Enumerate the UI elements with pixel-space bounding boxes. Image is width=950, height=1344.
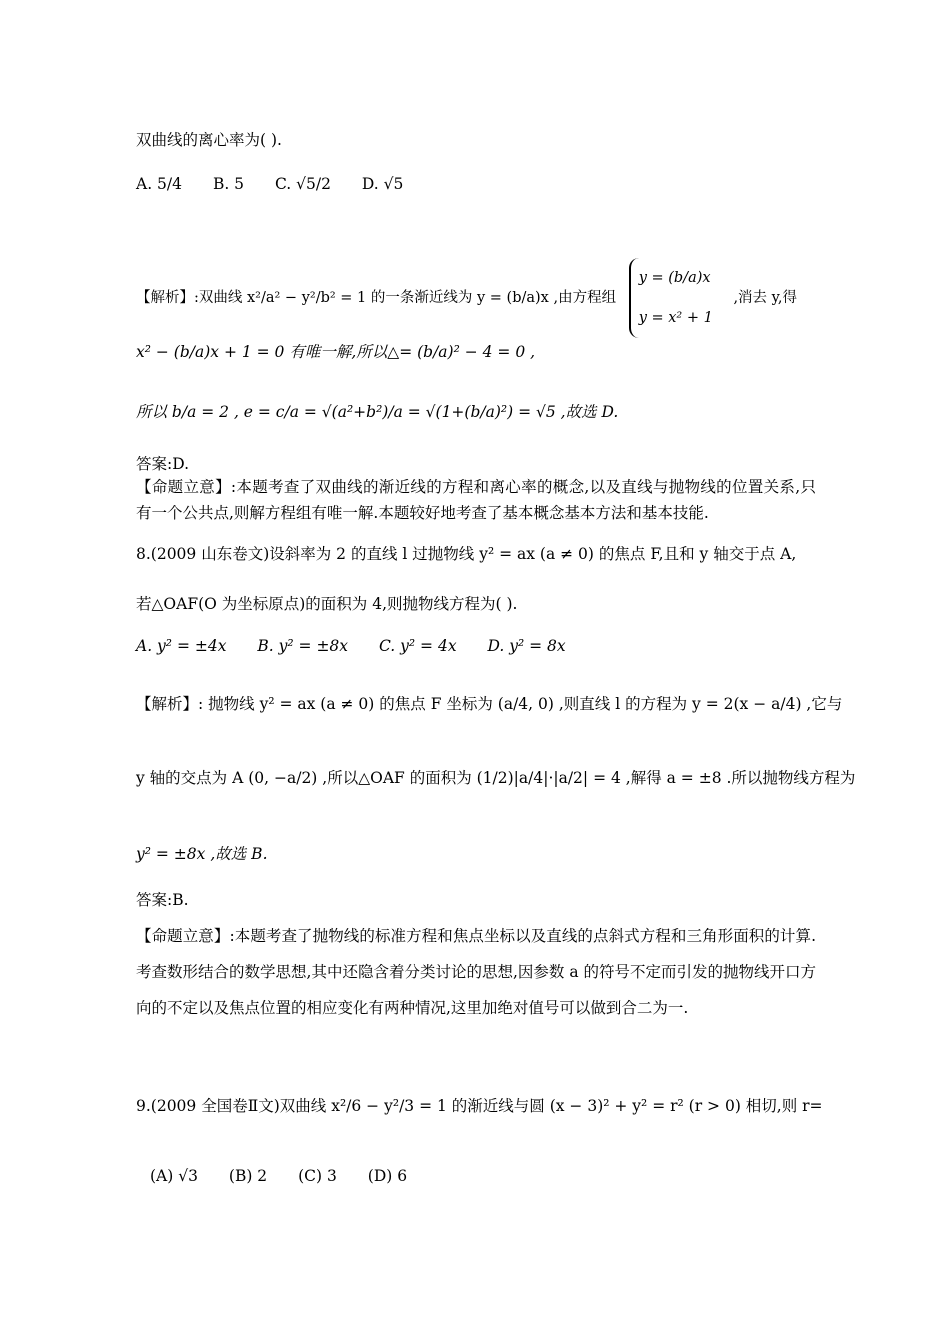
q7-option-a: A. 5/4 bbox=[136, 175, 182, 193]
q7-option-b: B. 5 bbox=[212, 175, 245, 193]
equation-system bbox=[629, 258, 721, 338]
q7-analysis-tail: ,消去 y,得 bbox=[733, 290, 798, 306]
q8-options bbox=[136, 634, 816, 658]
q8-stem-line2: 若△OAF(O 为坐标原点)的面积为 4,则抛物线方程为( ). bbox=[136, 595, 518, 613]
q7-option-c: C. √5/2 bbox=[274, 175, 331, 193]
q9-option-c: (C) 3 bbox=[298, 1167, 337, 1185]
q8-intent: 【命题立意】:本题考查了抛物线的标准方程和焦点坐标以及直线的点斜式方程和三角形面积的计算.考查数形结合的数学思想,其中还隐含着分类讨论的思想,因参数 a 的符号不定而引发的抛物线开口方向的不定以及焦点位置的相应变化有两种情况,这里加绝对值号可以做到合二为一. bbox=[136, 927, 816, 1017]
system-eq-1: y = (b/a)x bbox=[638, 270, 711, 286]
q7-analysis-lead: 【解析】:双曲线 x²/a² − y²/b² = 1 的一条渐近线为 y = (b/a)x ,由方程组 bbox=[136, 290, 617, 306]
q7-intent: 【命题立意】:本题考查了双曲线的渐近线的方程和离心率的概念,以及直线与抛物线的位置关系,只有一个公共点,则解方程组有唯一解.本题较好地考查了基本概念基本方法和基本技能. bbox=[136, 478, 816, 522]
q8-analysis-line2: y 轴的交点为 A (0, −a/2) ,所以△OAF 的面积为 (1/2)|a/4|·|a/2| = 4 ,解得 a = ±8 .所以抛物线方程为 bbox=[136, 769, 856, 787]
system-eq-2: y = x² + 1 bbox=[638, 310, 713, 326]
q9-option-b: (B) 2 bbox=[228, 1167, 268, 1185]
q9-option-a: (A) √3 bbox=[150, 1167, 198, 1185]
q7-step3: 所以 b/a = 2 , e = c/a = √(a²+b²)/a = √(1+(b/a)²) = √5 ,故选 D. bbox=[136, 403, 619, 421]
q8-stem-line1: 8.(2009 山东卷文)设斜率为 2 的直线 l 过抛物线 y² = ax (a ≠ 0) 的焦点 F,且和 y 轴交于点 A, bbox=[136, 545, 797, 563]
q9-stem: 9.(2009 全国卷Ⅱ文)双曲线 x²/6 − y²/3 = 1 的渐近线与圆 (x − 3)² + y² = r² (r > 0) 相切,则 r= bbox=[136, 1097, 823, 1115]
q8-option-a: A. y² = ±4x bbox=[136, 637, 227, 655]
q7-analysis-line1 bbox=[136, 258, 816, 338]
q8-analysis-line3: y² = ±8x ,故选 B. bbox=[136, 845, 268, 863]
q7-step2: x² − (b/a)x + 1 = 0 有唯一解,所以△= (b/a)² − 4 = 0 , bbox=[136, 343, 536, 361]
q7-stem: 双曲线的离心率为( ). bbox=[136, 131, 282, 149]
q8-option-d: D. y² = 8x bbox=[487, 637, 566, 655]
q7-option-d: D. √5 bbox=[361, 175, 404, 193]
q8-analysis-line1: 【解析】: 抛物线 y² = ax (a ≠ 0) 的焦点 F 坐标为 (a/4, 0) ,则直线 l 的方程为 y = 2(x − a/4) ,它与 bbox=[136, 695, 843, 713]
q9-option-d: (D) 6 bbox=[367, 1167, 408, 1185]
q7-answer: 答案:D. bbox=[136, 455, 190, 473]
q8-answer: 答案:B. bbox=[136, 891, 189, 909]
q8-option-b: B. y² = ±8x bbox=[257, 637, 349, 655]
q9-options bbox=[150, 1164, 816, 1188]
q8-option-c: C. y² = 4x bbox=[378, 637, 457, 655]
q7-options bbox=[136, 172, 816, 196]
